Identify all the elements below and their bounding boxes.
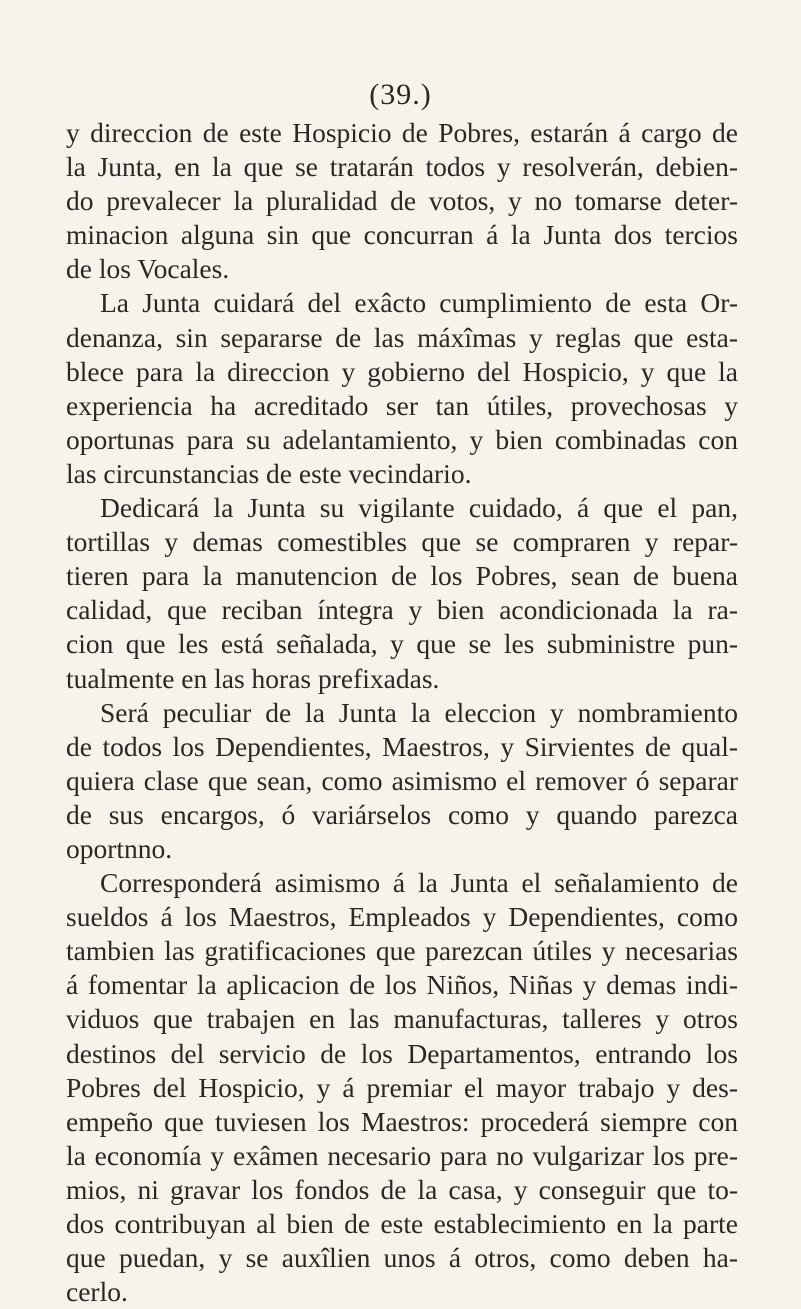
text-line: que puedan, y se auxîlien unos á otros, como deben ha- [66, 1242, 738, 1274]
text-line: blece para la direccion y gobierno del Hospicio, y que la [66, 355, 738, 387]
text-line: tortillas y demas comestibles que se compraren y repar- [66, 526, 738, 558]
text-line: de los Vocales. [66, 253, 230, 285]
text-line: las circunstancias de este vecindario. [66, 457, 472, 489]
text-line: minacion alguna sin que concurran á la Junta dos tercios [66, 219, 738, 251]
text-line: la Junta, en la que se tratarán todos y resolverán, debien- [66, 151, 738, 183]
text-line: Dedicará la Junta su vigilante cuidado, á que el pan, [100, 492, 738, 524]
text-line: dos contribuyan al bien de este establecimiento en la parte [66, 1208, 738, 1239]
text-line: destinos del servicio de los Departamentos, entrando los [66, 1037, 738, 1069]
page-number: (39.) [369, 78, 432, 111]
text-line: tieren para la manutencion de los Pobres, sean de buena [66, 560, 738, 592]
text-line: sueldos á los Maestros, Empleados y Dependientes, como [66, 901, 738, 933]
text-line: empeño que tuviesen los Maestros: procederá siempre con [66, 1105, 738, 1137]
text-line: experiencia ha acreditado ser tan útiles, provechosas y [66, 389, 738, 421]
text-line: cerlo. [66, 1276, 128, 1308]
text-line: mios, ni gravar los fondos de la casa, y conseguir que to- [66, 1173, 738, 1205]
text-line: Pobres del Hospicio, y á premiar el mayor trabajo y des- [66, 1071, 738, 1103]
text-line: calidad, que reciban íntegra y bien acondicionada la ra- [66, 594, 738, 626]
text-line: á fomentar la aplicacion de los Niños, Niñas y demas indi- [66, 969, 738, 1001]
text-line: La Junta cuidará del exâcto cumplimiento de esta Or- [100, 287, 738, 319]
text-line: viduos que trabajen en las manufacturas, talleres y otros [66, 1003, 738, 1035]
text-line: Corresponderá asimismo á la Junta el señalamiento de [100, 867, 738, 899]
text-line: de sus encargos, ó variárselos como y quando parezca [66, 798, 738, 830]
body-text [66, 116, 738, 1309]
text-line: oportunas para su adelantamiento, y bien combinadas con [66, 423, 738, 455]
text-line: la economía y exâmen necesario para no vulgarizar los pre- [66, 1139, 738, 1171]
text-line: y direccion de este Hospicio de Pobres, estarán á cargo de [66, 117, 738, 148]
text-line: denanza, sin separarse de las máxîmas y reglas que esta- [66, 321, 738, 353]
text-line: de todos los Dependientes, Maestros, y Sirvientes de qual- [66, 730, 738, 762]
text-line: cion que les está señalada, y que se les subministre pun- [66, 628, 738, 660]
text-line: Será peculiar de la Junta la eleccion y nombramiento [100, 696, 738, 728]
text-line: tualmente en las horas prefixadas. [66, 662, 440, 694]
text-line: oportnno. [66, 832, 173, 864]
text-line: do prevalecer la pluralidad de votos, y no tomarse deter- [66, 185, 738, 217]
text-line: quiera clase que sean, como asimismo el remover ó separar [66, 764, 738, 796]
text-line: tambien las gratificaciones que parezcan útiles y necesarias [66, 935, 738, 967]
